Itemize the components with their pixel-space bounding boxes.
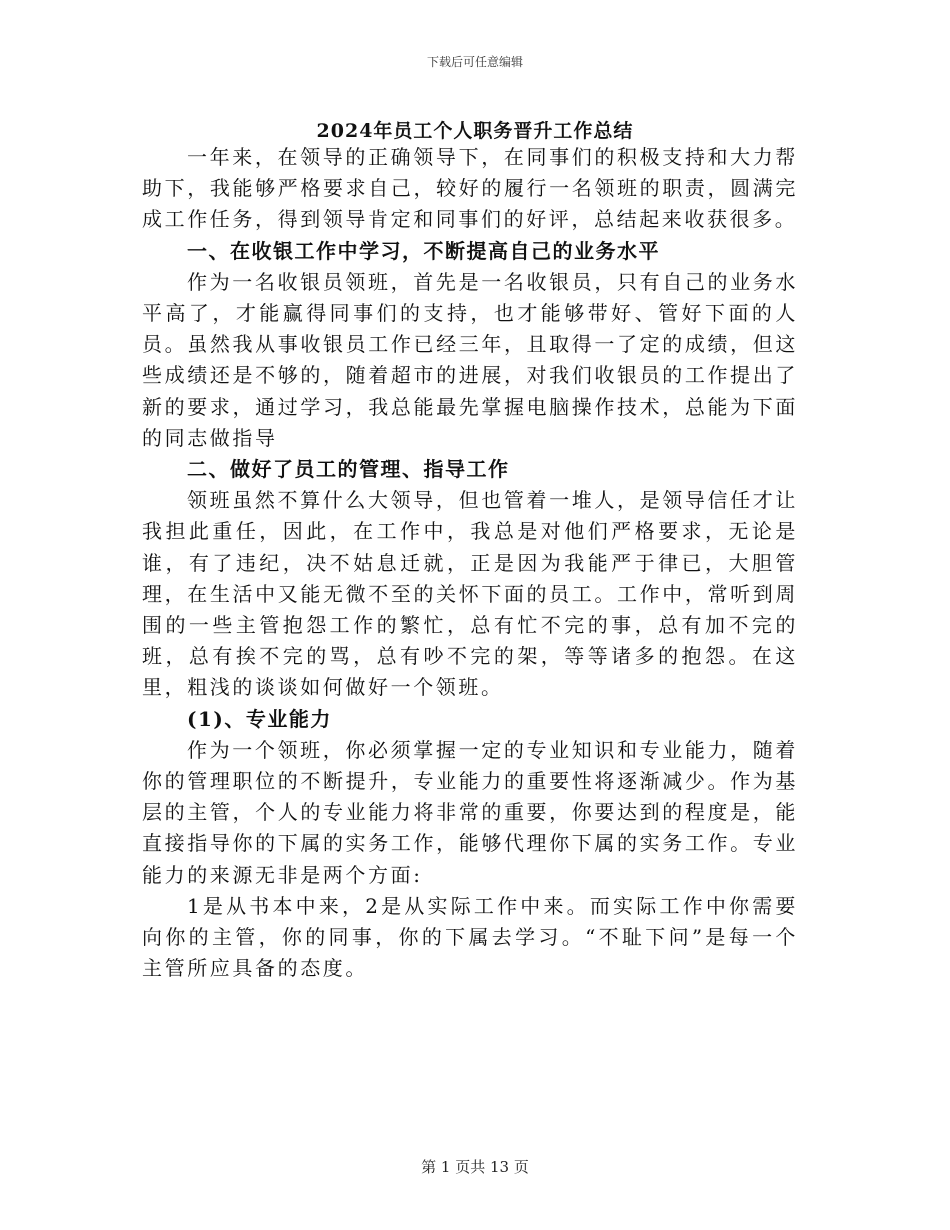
- subsection-1-heading: (1)、专业能力: [187, 706, 332, 731]
- section-1-paragraph: 作为一名收银员领班，首先是一名收银员，只有自己的业务水平高了，才能赢得同事们的支持，也才能够带好、管好下面的人员。虽然我从事收银员工作已经三年，且取得一了定的成绩，但这些成绩还是不够的，随着超市的进展，对我们收银员的工作提出了新的要求，通过学习，我总能最先掌握电脑操作技术，总能为下面的同志做指导: [142, 269, 798, 450]
- page-number-footer: 第 1 页共 13 页: [421, 1158, 529, 1176]
- document-body: [142, 142, 798, 984]
- subsection-1-paragraph: 作为一个领班，你必须掌握一定的专业知识和专业能力，随着你的管理职位的不断提升，专业能力的重要性将逐渐减少。作为基层的主管，个人的专业能力将非常的重要，你要达到的程度是，能直接指导你的下属的实务工作，能够代理你下属的实务工作。专业能力的来源无非是两个方面:: [142, 737, 798, 887]
- section-2-paragraph: 领班虽然不算什么大领导，但也管着一堆人，是领导信任才让我担此重任，因此，在工作中，我总是对他们严格要求，无论是谁，有了违纪，决不姑息迁就，正是因为我能严于律已，大胆管理，在生活中又能无微不至的关怀下面的员工。工作中，常听到周围的一些主管抱怨工作的繁忙，总有忙不完的事，总有加不完的班，总有挨不完的骂，总有吵不完的架，等等诸多的抱怨。在这里，粗浅的谈谈如何做好一个领班。: [142, 488, 798, 700]
- section-2-heading: 二、做好了员工的管理、指导工作: [187, 457, 510, 482]
- page-header-note: 下载后可任意编辑: [426, 55, 523, 69]
- document-title: 2024年员工个人职务晋升工作总结: [316, 120, 634, 142]
- intro-paragraph: 一年来，在领导的正确领导下，在同事们的积极支持和大力帮助下，我能够严格要求自己，较好的履行一名领班的职责，圆满完成工作任务，得到领导肯定和同事们的好评，总结起来收获很多。: [142, 145, 798, 232]
- section-1-heading: 一、在收银工作中学习，不断提高自己的业务水平: [187, 238, 660, 263]
- subsection-1-paragraph-2: 1是从书本中来，2是从实际工作中来。而实际工作中你需要向你的主管，你的同事，你的下属去学习。“不耻下问”是每一个主管所应具备的态度。: [142, 893, 798, 981]
